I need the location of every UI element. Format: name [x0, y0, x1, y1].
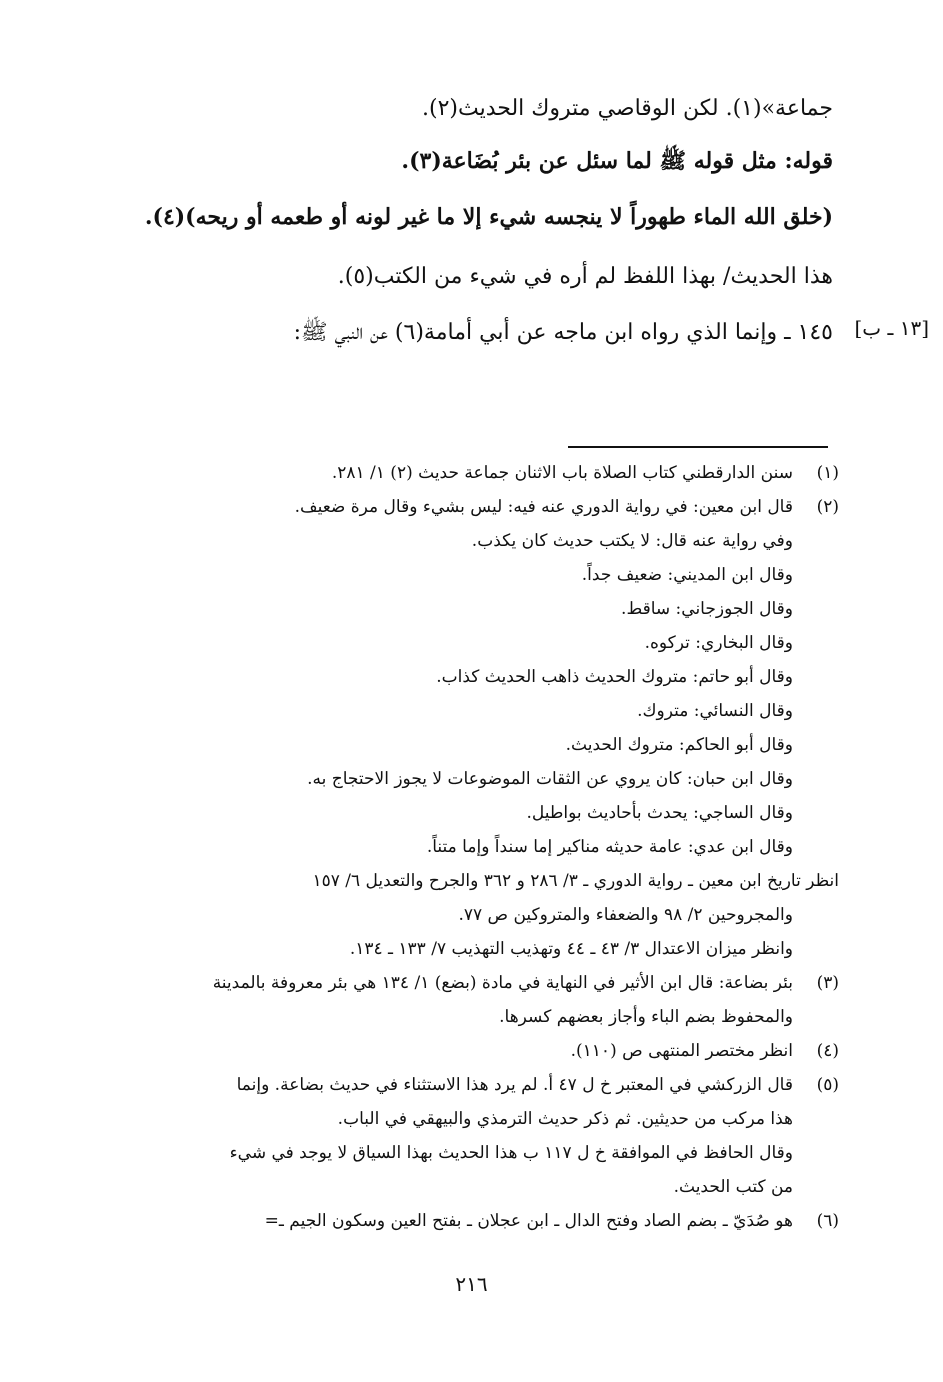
margin-reference: [١٣ ـ ب] — [854, 316, 929, 340]
footnote-line: والمجروحين ٢/ ٩٨ والضعفاء والمتروكين ص ٧٧. — [458, 905, 793, 925]
text-line: هذا الحديث/ بهذا اللفظ لم أره في شيء من الكتب(٥). — [337, 264, 833, 289]
footnote-line: قال ابن معين: في رواية الدوري عنه فيه: ليس بشيء وقال مرة ضعيف. — [294, 497, 793, 517]
numbered-paragraph: ١٤٥ ـ وإنما الذي رواه ابن ماجه عن أبي أمامة(٦) عن النبي ﷺ: — [293, 320, 833, 345]
footnote-number: (٢) — [816, 497, 839, 517]
footnote-line: وقال ابن حبان: كان يروي عن الثقات الموضوعات لا يجوز الاحتجاج به. — [307, 769, 793, 789]
main-text — [84, 86, 833, 356]
footnote-line: قال الزركشي في المعتبر خ ل ٤٧ أ. لم يرد هذا الاستثناء في حديث بضاعة. وإنما — [236, 1075, 793, 1095]
footnote — [84, 1068, 839, 1204]
footnote — [84, 1034, 839, 1068]
footnote — [84, 456, 839, 490]
page-number: ٢١٦ — [455, 1272, 488, 1296]
text-line: جماعة»(١). لكن الوقاصي متروك الحديث(٢). — [422, 96, 833, 121]
bold-text-line: قوله: مثل قوله ﷺ لما سئل عن بئر بُضَاعة(٣). — [401, 148, 833, 174]
footnote-number: (٦) — [816, 1211, 839, 1231]
footnote-line: وقال الساجي: يحدث بأحاديث بواطيل. — [526, 803, 793, 823]
footnote-line: وقال الجوزجاني: ساقط. — [621, 599, 793, 619]
footnote-line: سنن الدارقطني كتاب الصلاة باب الاثنان جماعة حديث (٢) ١/ ٢٨١. — [331, 463, 793, 483]
footnote-number: (٤) — [816, 1041, 839, 1061]
footnote-line: وقال ابن المديني: ضعيف جداً. — [581, 565, 793, 585]
footnote-line: وقال ابن عدي: عامة حديثه مناكير إما سنداً وإما متناً. — [426, 837, 793, 857]
footnote-line: والمحفوظ بضم الباء وأجاز بعضهم كسرها. — [499, 1007, 793, 1027]
bold-hadith-quote: (خلق الله الماء طهوراً لا ينجسه شيء إلا ما غير لونه أو طعمه أو ريحه)(٤). — [144, 204, 833, 230]
footnote — [84, 966, 839, 1034]
footnote-line: من كتب الحديث. — [673, 1177, 793, 1197]
footnote-line: هذا مركب من حديثين. ثم ذكر حديث الترمذي والبيهقي في الباب. — [337, 1109, 793, 1129]
footnote-number: (١) — [816, 463, 839, 483]
footnote-number: (٥) — [816, 1075, 839, 1095]
footnote-separator — [568, 446, 828, 448]
footnote-line: انظر مختصر المنتهى ص (١١٠). — [570, 1041, 793, 1061]
footnote-line: انظر تاريخ ابن معين ـ رواية الدوري ـ ٣/ ٢٨٦ و ٣٦٢ والجرح والتعديل ٦/ ١٥٧ — [312, 871, 839, 891]
footnote-line: وقال البخاري: تركوه. — [644, 633, 793, 653]
footnotes — [84, 456, 839, 1238]
footnote-line: وقال أبو الحاكم: متروك الحديث. — [565, 735, 793, 755]
footnote-number: (٣) — [816, 973, 839, 993]
footnote — [84, 1204, 839, 1238]
footnote-line: بئر بضاعة: قال ابن الأثير في النهاية في مادة (بضع) ١/ ١٣٤ هي بئر معروفة بالمدينة — [212, 973, 793, 993]
footnote-line: هو صُدَيّ ـ بضم الصاد وفتح الدال ـ ابن عجلان ـ بفتح العين وسكون الجيم ـ= — [264, 1211, 793, 1231]
footnote — [84, 898, 839, 966]
footnote-line: وقال أبو حاتم: متروك الحديث ذاهب الحديث كذاب. — [436, 667, 793, 687]
footnote-line: وقال النسائي: متروك. — [637, 701, 793, 721]
footnote — [84, 490, 839, 864]
footnote-line: وقال الحافظ في الموافقة خ ل ١١٧ ب هذا الحديث بهذا السياق لا يوجد في شيء — [229, 1143, 793, 1163]
footnote-line: وانظر ميزان الاعتدال ٣/ ٤٣ ـ ٤٤ وتهذيب التهذيب ٧/ ١٣٣ ـ ١٣٤. — [349, 939, 793, 959]
footnote-line: وفي رواية عنه قال: لا يكتب حديث كان يكذب. — [471, 531, 793, 551]
